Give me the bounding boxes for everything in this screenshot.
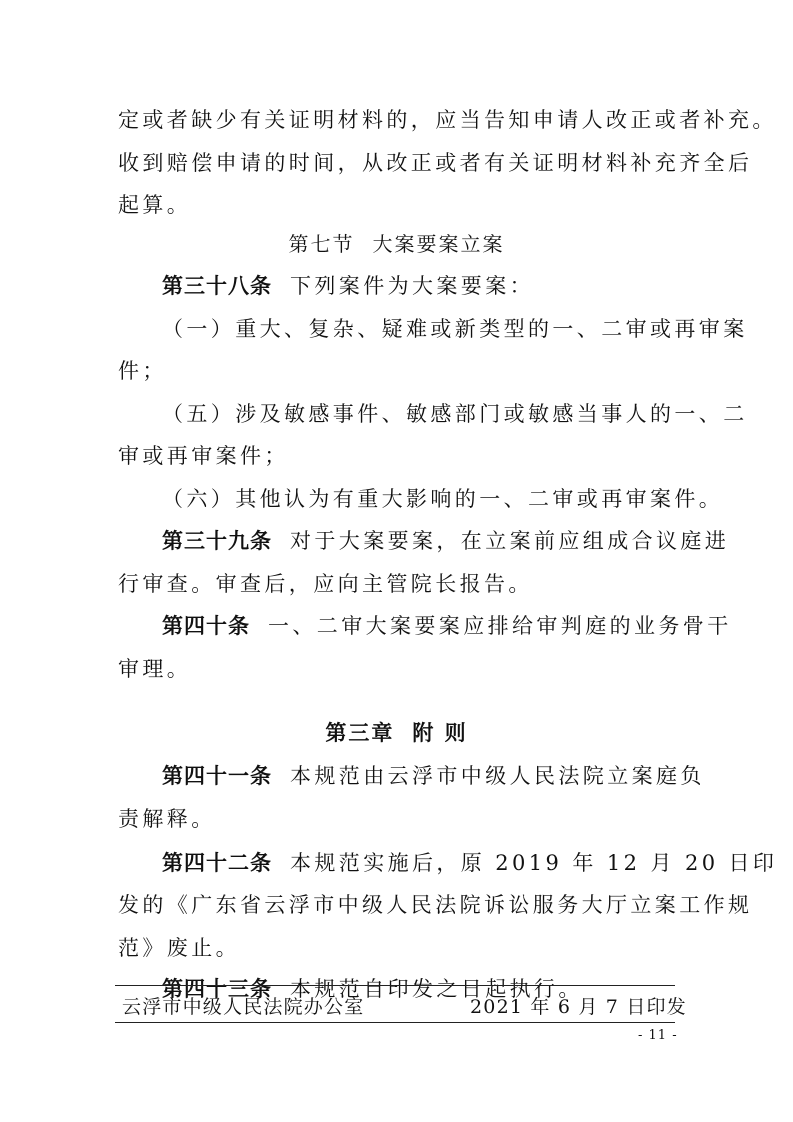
article-38-text: 下列案件为大案要案：: [290, 274, 534, 298]
article-42-line-1: [162, 849, 777, 877]
footer-issuer: 云浮市中级人民法院办公室: [122, 996, 365, 1018]
body-line-2: 收到赔偿申请的时间，从改正或者有关证明材料补充齐全后: [118, 151, 753, 175]
article-43-title: 第四十三条: [162, 977, 272, 1001]
article-42-line-3: 范》废止。: [118, 936, 240, 960]
article-39-text: 对于大案要案，在立案前应组成合议庭进: [290, 529, 730, 553]
article-39-line-1: [162, 527, 729, 555]
article-41-line-1: [162, 762, 705, 790]
footer-bottom-rule: [115, 1022, 675, 1023]
body-line-1: 定或者缺少有关证明材料的，应当告知申请人改正或者补充。: [118, 108, 777, 132]
item-1-line-1: （一）重大、复杂、疑难或新类型的一、二审或再审案: [162, 317, 748, 341]
article-41-line-2: 责解释。: [118, 807, 216, 831]
chapter-number: 第三章: [325, 721, 395, 745]
item-1-line-2: 件；: [118, 359, 167, 383]
section-title: [0, 230, 793, 258]
article-38: [162, 272, 534, 300]
article-42-line-2: 发的《广东省云浮市中级人民法院诉讼服务大厅立案工作规: [118, 893, 753, 917]
section-title-number: 第七节: [288, 232, 355, 256]
item-5-line-2: 审或再审案件；: [118, 444, 289, 468]
article-43-text: 本规范自印发之日起执行。: [290, 977, 583, 1001]
article-39-title: 第三十九条: [162, 529, 272, 553]
article-41-title: 第四十一条: [162, 764, 272, 788]
section-title-name: 大案要案立案: [372, 232, 505, 256]
article-38-title: 第三十八条: [162, 274, 272, 298]
chapter-title: [0, 719, 793, 747]
article-39-line-2: 行审查。审查后，应向主管院长报告。: [118, 572, 533, 596]
article-40-line-2: 审理。: [118, 657, 192, 681]
article-40-line-1: [162, 612, 732, 640]
page-number: - 11 -: [638, 1028, 678, 1043]
footer-date: 2021 年 6 月 7 日印发: [470, 996, 687, 1018]
item-6: （六）其他认为有重大影响的一、二审或再审案件。: [162, 487, 724, 511]
article-41-text: 本规范由云浮市中级人民法院立案庭负: [290, 764, 705, 788]
article-42-title: 第四十二条: [162, 851, 272, 875]
article-40-title: 第四十条: [162, 614, 250, 638]
article-42-text: 本规范实施后，原 2019 年 12 月 20 日印: [290, 851, 778, 875]
body-line-3: 起算。: [118, 193, 192, 217]
chapter-name: 附 则: [412, 721, 468, 745]
article-40-text: 一、二审大案要案应排给审判庭的业务骨干: [268, 614, 732, 638]
item-5-line-1: （五）涉及敏感事件、敏感部门或敏感当事人的一、二: [162, 402, 748, 426]
footer-top-rule: [115, 985, 675, 986]
